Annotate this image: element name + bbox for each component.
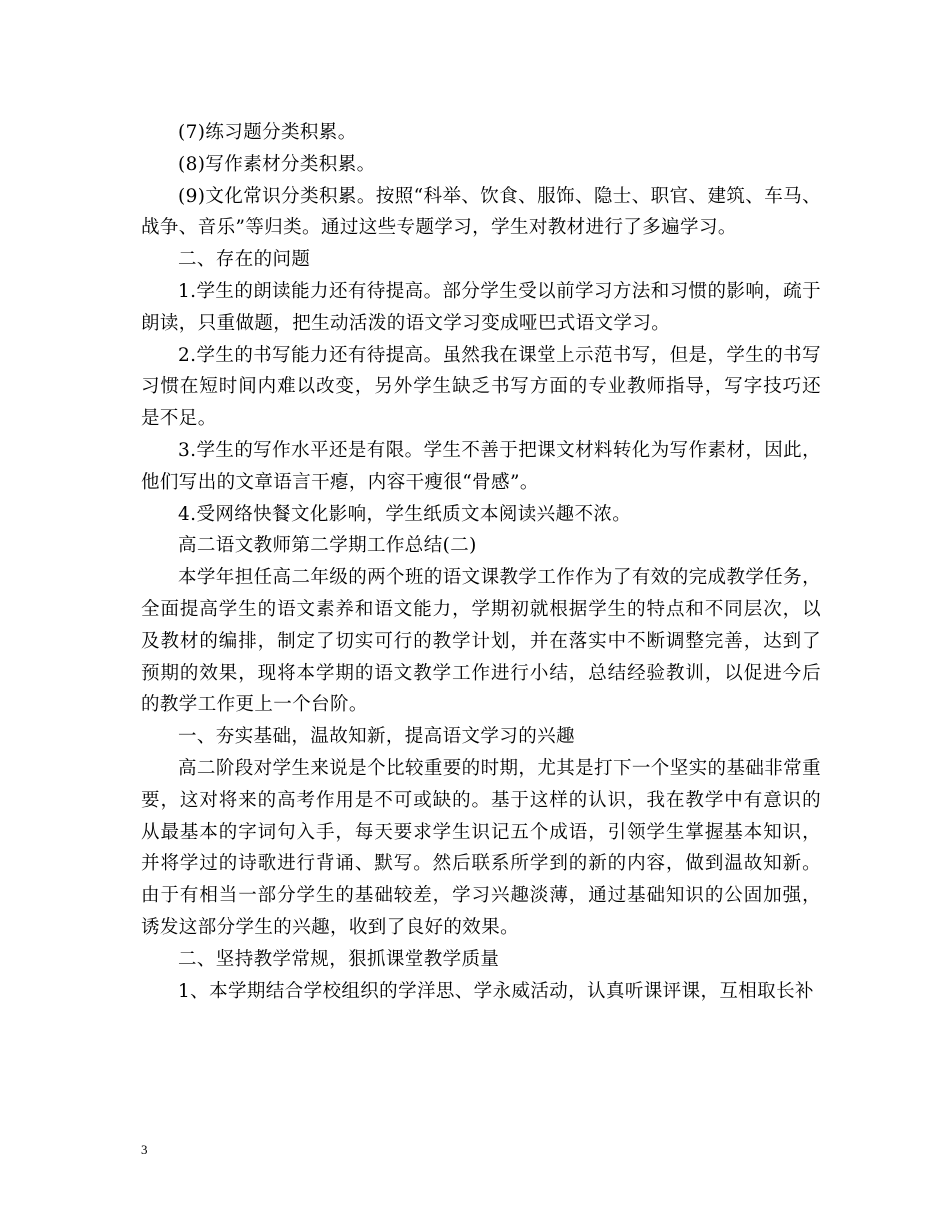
document-body: [141, 117, 821, 1007]
section-heading: 一、夯实基础，温故知新，提高语文学习的兴趣: [178, 726, 575, 748]
paragraph: (9)文化常识分类积累。按照“科举、饮食、服饰、隐士、职官、建筑、车马、战争、音乐”等归类。通过这些专题学习，学生对教材进行了多遍学习。: [141, 185, 821, 239]
paragraph: 1.学生的朗读能力还有待提高。部分学生受以前学习方法和习惯的影响，疏于朗读，只重做题，把生动活泼的语文学习变成哑巴式语文学习。: [141, 280, 821, 334]
paragraph: (7)练习题分类积累。: [178, 122, 357, 143]
section-heading: 二、存在的问题: [178, 249, 311, 271]
paragraph: 4.受网络快餐文化影响，学生纸质文本阅读兴趣不浓。: [178, 503, 632, 525]
page-number: 3: [141, 1142, 148, 1157]
paragraph: 本学年担任高二年级的两个班的语文课教学工作作为了有效的完成教学任务，全面提高学生的语文素养和语文能力，学期初就根据学生的特点和不同层次，以及教材的编排，制定了切实可行的教学计划，并在落实中不断调整完善，达到了预期的效果，现将本学期的语文教学工作进行小结，总结经验教训，以促进今后的教学工作更上一个台阶。: [141, 567, 821, 716]
paragraph: (8)写作素材分类积累。: [178, 153, 376, 175]
document-title: 高二语文教师第二学期工作总结(二): [178, 535, 477, 557]
section-heading: 二、坚持教学常规，狠抓课堂教学质量: [178, 948, 500, 970]
paragraph: 3.学生的写作水平还是有限。学生不善于把课文材料转化为写作素材，因此，他们写出的文章语言干瘪，内容干瘦很“骨感”。: [141, 439, 821, 493]
paragraph: 高二阶段对学生来说是个比较重要的时期，尤其是打下一个坚实的基础非常重要，这对将来的高考作用是不可或缺的。基于这样的认识，我在教学中有意识的从最基本的字词句入手，每天要求学生识记五个成语，引领学生掌握基本知识，并将学过的诗歌进行背诵、默写。然后联系所学到的新的内容，做到温故知新。由于有相当一部分学生的基础较差，学习兴趣淡薄，通过基础知识的公固加强，诱发这部分学生的兴趣，收到了良好的效果。: [141, 757, 821, 938]
paragraph: 2.学生的书写能力还有待提高。虽然我在课堂上示范书写，但是，学生的书写习惯在短时间内难以改变，另外学生缺乏书写方面的专业教师指导，写字技巧还是不足。: [141, 344, 821, 430]
paragraph: 1、本学期结合学校组织的学洋思、学永威活动，认真听课评课，互相取长补: [178, 980, 814, 1002]
